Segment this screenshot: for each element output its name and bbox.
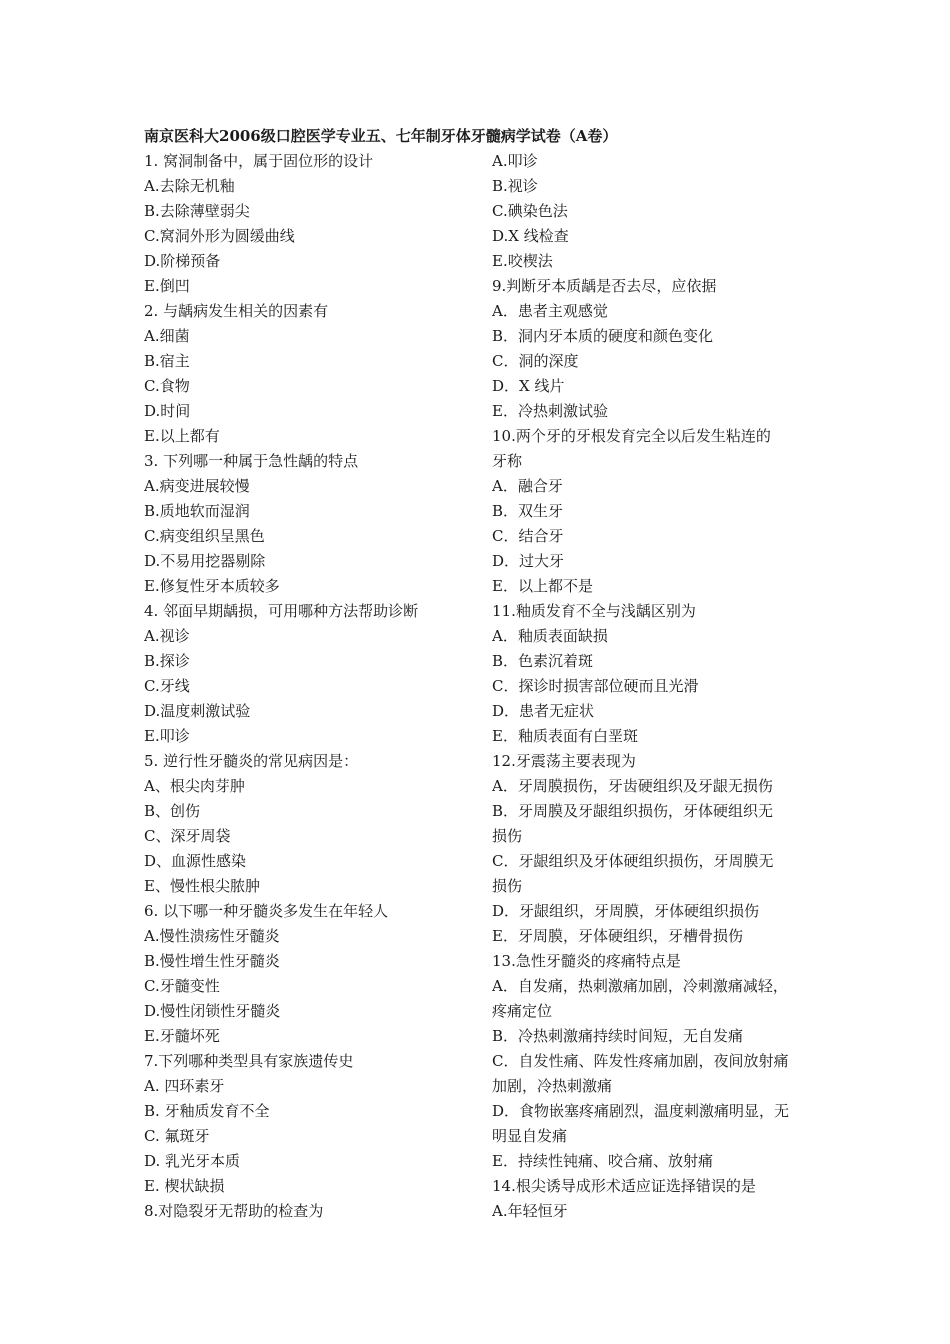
question-line: E．以上都不是 (492, 577, 593, 595)
question-line: A．釉质表面缺损 (492, 627, 608, 645)
question-line: B．冷热刺激痛持续时间短，无自发痛 (492, 1027, 744, 1045)
question-line: A.去除无机釉 (144, 177, 235, 195)
question-line: A.病变进展较慢 (144, 477, 250, 495)
question-line: D．患者无症状 (492, 702, 595, 720)
question-line: B．牙周膜及牙龈组织损伤，牙体硬组织无 (492, 802, 774, 820)
question-line: E.叩诊 (144, 727, 190, 745)
question-line: C．牙龈组织及牙体硬组织损伤，牙周膜无 (492, 852, 774, 870)
question-line: B.去除薄壁弱尖 (144, 202, 250, 220)
question-line: B. 牙釉质发育不全 (144, 1102, 270, 1120)
question-line: 11.釉质发育不全与浅龋区别为 (492, 602, 696, 620)
question-line: A．融合牙 (492, 477, 563, 495)
question-line: D.慢性闭锁性牙髓炎 (144, 1002, 281, 1020)
question-line: 1. 窝洞制备中，属于固位形的设计 (144, 152, 374, 170)
left-column (144, 149, 474, 1224)
question-line: B.探诊 (144, 652, 190, 670)
question-line: E．冷热刺激试验 (492, 402, 608, 420)
question-line: D. 乳光牙本质 (144, 1152, 241, 1170)
question-line: 明显自发痛 (492, 1127, 568, 1145)
question-line: E.倒凹 (144, 277, 190, 295)
question-line: 6. 以下哪一种牙髓炎多发生在年轻人 (144, 902, 389, 920)
question-line: C.碘染色法 (492, 202, 568, 220)
question-line: B.视诊 (492, 177, 538, 195)
question-line: D.X 线检查 (492, 227, 569, 245)
question-line: D．过大牙 (492, 552, 565, 570)
question-line: E. 楔状缺损 (144, 1177, 225, 1195)
question-line: B.宿主 (144, 352, 190, 370)
question-line: C、深牙周袋 (144, 827, 231, 845)
question-line: E．牙周膜，牙体硬组织，牙槽骨损伤 (492, 927, 743, 945)
question-line: 5. 逆行性牙髓炎的常见病因是： (144, 752, 359, 770)
question-line: D．X 线片 (492, 377, 565, 395)
question-line: E.牙髓坏死 (144, 1027, 220, 1045)
question-line: B、创伤 (144, 802, 201, 820)
question-line: D、血源性感染 (144, 852, 247, 870)
question-line: C.牙髓变性 (144, 977, 220, 995)
question-line: B．色素沉着斑 (492, 652, 594, 670)
question-line: 加剧，冷热刺激痛 (492, 1077, 613, 1095)
question-line: D.温度刺激试验 (144, 702, 251, 720)
question-line: 牙称 (492, 452, 523, 470)
question-line: B．洞内牙本质的硬度和颜色变化 (492, 327, 714, 345)
question-line: C.食物 (144, 377, 190, 395)
question-line: 疼痛定位 (492, 1002, 553, 1020)
question-line: E.以上都有 (144, 427, 220, 445)
exam-title: 南京医科大2006级口腔医学专业五、七年制牙体牙髓病学试卷（A卷） (144, 127, 618, 145)
question-line: C．结合牙 (492, 527, 564, 545)
question-line: B.质地软而湿润 (144, 502, 250, 520)
question-line: D．牙龈组织，牙周膜，牙体硬组织损伤 (492, 902, 760, 920)
question-line: C．洞的深度 (492, 352, 579, 370)
question-line: D.不易用挖器剔除 (144, 552, 266, 570)
question-line: C．探诊时损害部位硬而且光滑 (492, 677, 699, 695)
question-line: C. 氟斑牙 (144, 1127, 210, 1145)
question-line: 14.根尖诱导成形术适应证选择错误的是 (492, 1177, 756, 1195)
question-line: A、根尖肉芽肿 (144, 777, 245, 795)
question-line: B.慢性增生性牙髓炎 (144, 952, 280, 970)
question-line: A．自发痛，热刺激痛加剧，冷刺激痛减轻， (492, 977, 788, 995)
question-line: E、慢性根尖脓肿 (144, 877, 260, 895)
question-line: 10.两个牙的牙根发育完全以后发生粘连的 (492, 427, 771, 445)
question-line: 9.判断牙本质龋是否去尽，应依据 (492, 277, 717, 295)
question-line: C.病变组织呈黑色 (144, 527, 265, 545)
question-line: 3. 下列哪一种属于急性龋的特点 (144, 452, 359, 470)
question-line: A.细菌 (144, 327, 190, 345)
question-line: D．食物嵌塞疼痛剧烈，温度刺激痛明显，无 (492, 1102, 790, 1120)
question-line: D.阶梯预备 (144, 252, 221, 270)
question-line: A．患者主观感觉 (492, 302, 608, 320)
question-line: 13.急性牙髓炎的疼痛特点是 (492, 952, 681, 970)
question-line: 8.对隐裂牙无帮助的检查为 (144, 1202, 324, 1220)
question-line: 损伤 (492, 827, 523, 845)
question-line: E.修复性牙本质较多 (144, 577, 280, 595)
question-line: 7.下列哪种类型具有家族遗传史 (144, 1052, 354, 1070)
right-column (492, 149, 810, 1224)
question-line: A.年轻恒牙 (492, 1202, 568, 1220)
question-line: A.视诊 (144, 627, 190, 645)
question-line: A.叩诊 (492, 152, 538, 170)
question-line: 4. 邻面早期龋损，可用哪种方法帮助诊断 (144, 602, 419, 620)
question-line: E．釉质表面有白垩斑 (492, 727, 638, 745)
question-line: A.慢性溃疡性牙髓炎 (144, 927, 280, 945)
question-line: C.牙线 (144, 677, 190, 695)
question-line: 12.牙震荡主要表现为 (492, 752, 636, 770)
question-line: A. 四环素牙 (144, 1077, 225, 1095)
question-line: E．持续性钝痛、咬合痛、放射痛 (492, 1152, 713, 1170)
question-line: B．双生牙 (492, 502, 564, 520)
question-line: C.窝洞外形为圆缓曲线 (144, 227, 295, 245)
question-line: 损伤 (492, 877, 523, 895)
question-line: C．自发性痛、阵发性疼痛加剧，夜间放射痛 (492, 1052, 789, 1070)
question-line: D.时间 (144, 402, 191, 420)
question-line: A．牙周膜损伤，牙齿硬组织及牙龈无损伤 (492, 777, 773, 795)
question-line: E.咬楔法 (492, 252, 553, 270)
question-line: 2. 与龋病发生相关的因素有 (144, 302, 329, 320)
